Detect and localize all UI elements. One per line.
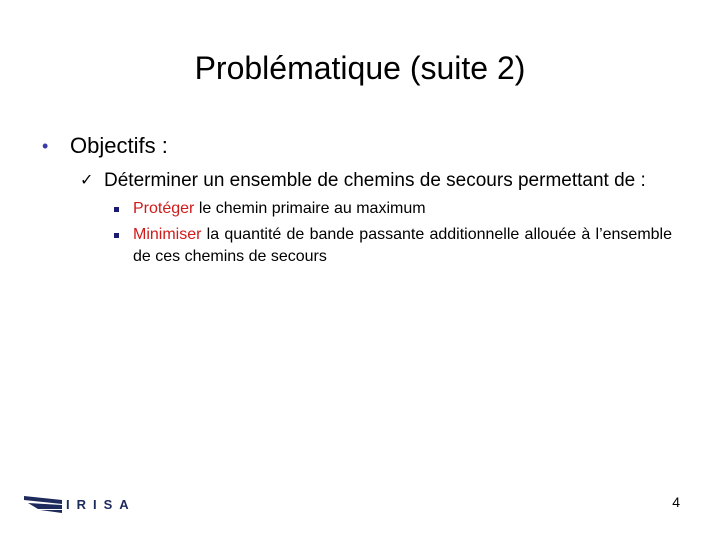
square-bullet-icon [114, 233, 119, 238]
page-number: 4 [672, 494, 680, 510]
highlight-text: Protéger [133, 200, 195, 217]
logo-text: IRISA [66, 497, 136, 512]
highlight-text: Minimiser [133, 226, 202, 243]
subbullet-text: Déterminer un ensemble de chemins de secours permettant de : [104, 170, 646, 191]
bullet-text: Objectifs : [70, 133, 168, 158]
rest-text: la quantité de bande passante additionnelle allouée à l’ensemble de ces chemins de secours [133, 226, 672, 265]
rest-text: le chemin primaire au maximum [194, 200, 426, 217]
bullet-dot-icon: • [42, 136, 49, 156]
slide-title: Problématique (suite 2) [194, 50, 526, 86]
subsubbullet-text [133, 224, 672, 268]
checkmark-icon: ✓ [80, 172, 94, 189]
subsubbullet-text [133, 198, 426, 220]
square-bullet-icon [114, 207, 119, 212]
